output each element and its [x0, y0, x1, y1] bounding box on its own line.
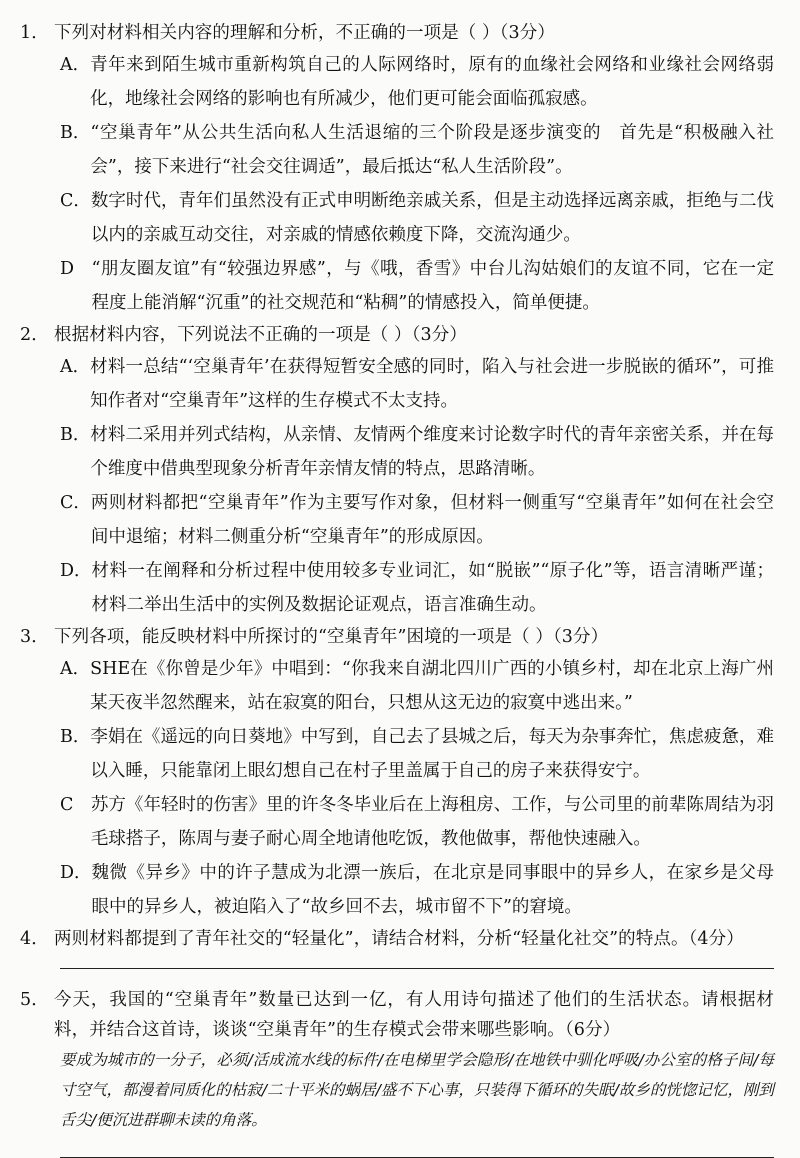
option-text: 材料一在阐释和分析过程中使用较多专业词汇，如“脱嵌”“原子化”等，语言清晰严谨；材料二举出生活中的实例及数据论证观点，语言准确生动。 [91, 561, 774, 615]
option-d [14, 856, 774, 924]
option-text: 青年来到陌生城市重新构筑自己的人际网络时，原有的血缘社会网络和业缘社会网络弱化，地缘社会网络的影响也有所减少，他们更可能会面临孤寂感。 [90, 55, 774, 109]
option-text: 材料二采用并列式结构，从亲情、友情两个维度来讨论数字时代的青年亲密关系，并在每个维度中借典型现象分析青年亲情友情的特点，思路清晰。 [90, 425, 774, 479]
question-text: 今天，我国的“空巢青年”数量已达到一亿，有人用诗句描述了他们的生活状态。请根据材料，并结合这首诗，谈谈“空巢青年”的生存模式会带来哪些影响。（6分） [54, 990, 774, 1040]
option-text: 苏方《年轻时的伤害》里的许冬冬毕业后在上海租房、工作，与公司里的前辈陈周结为羽毛球搭子，陈周与妻子耐心周全地请他吃饭，教他做事，帮他快速融入。 [90, 795, 774, 849]
option-a [14, 350, 774, 418]
poem-text: 要成为城市的一分子，必须/活成流水线的标件/在电梯里学会隐形/在地铁中驯化呼吸/办公室的格子间/每寸空气，都漫着同质化的枯寂/二十平米的蜗居/盛不下心事，只装得下循环的失眠/故乡的恍惚记忆，刚到舌尖/便沉进群聊未读的角落。 [60, 1051, 774, 1129]
option-text: 数字时代，青年们虽然没有正式申明断绝亲戚关系，但是主动选择远离亲戚，拒绝与二伐以内的亲戚互动交往，对亲戚的情感依赖度下降，交流沟通少。 [90, 191, 774, 245]
question-number: 1． [20, 23, 49, 43]
option-label: B． [60, 123, 91, 143]
question-text: 根据材料内容，下列说法不正确的一项是（ ）（3分） [54, 325, 467, 345]
option-text: 李娟在《遥远的向日葵地》中写到，自己去了县城之后，每天为杂事奔忙，焦虑疲惫，难以入睡，只能靠闭上眼幻想自己在村子里盖属于自己的房子来获得安宁。 [90, 727, 774, 781]
option-c [14, 184, 774, 252]
question-4 [14, 924, 774, 969]
question-stem [14, 622, 774, 652]
option-c [14, 788, 774, 856]
option-a [14, 652, 774, 720]
option-text: 魏微《异乡》中的许子慧成为北漂一族后，在北京是同事眼中的异乡人，在家乡是父母眼中的异乡人，被迫陷入了“故乡回不去，城市留不下”的窘境。 [91, 863, 774, 917]
question-3 [14, 622, 774, 924]
option-label: C [60, 795, 91, 815]
option-label: B． [60, 425, 91, 445]
option-text: 材料一总结“‘空巢青年’在获得短暂安全感的同时，陷入与社会进一步脱嵌的循环”，可推知作者对“空巢青年”这样的生存模式不太支持。 [90, 357, 774, 411]
option-b [14, 116, 774, 184]
option-label: A． [60, 659, 91, 679]
question-stem [14, 985, 774, 1045]
answer-line[interactable] [60, 968, 774, 969]
question-stem [14, 924, 774, 954]
question-1 [14, 18, 774, 320]
question-2 [14, 320, 774, 622]
option-b [14, 418, 774, 486]
question-number: 3． [20, 627, 49, 647]
option-label: D． [60, 561, 92, 581]
question-number: 4． [20, 929, 49, 949]
option-label: A． [60, 357, 91, 377]
question-stem [14, 320, 774, 350]
option-label: C． [60, 191, 91, 211]
option-label: C． [60, 493, 91, 513]
option-c [14, 486, 774, 554]
question-number: 2． [20, 325, 49, 345]
question-5 [14, 985, 774, 1158]
option-label: A． [60, 55, 91, 75]
option-d [14, 252, 774, 320]
option-label: B． [60, 727, 91, 747]
question-text: 下列对材料相关内容的理解和分析，不正确的一项是（ ）（3分） [54, 23, 555, 43]
option-d [14, 554, 774, 622]
option-text: “朋友圈友谊”有“较强边界感”，与《哦，香雪》中台儿沟姑娘们的友谊不同，它在一定程度上能消解“沉重”的社交规范和“粘稠”的情感投入，简单便捷。 [91, 259, 774, 313]
option-a [14, 48, 774, 116]
option-b [14, 720, 774, 788]
option-label: D [60, 259, 92, 279]
question-text: 下列各项，能反映材料中所探讨的“空巢青年”困境的一项是（ ）（3分） [54, 627, 609, 647]
question-text: 两则材料都提到了青年社交的“轻量化”，请结合材料，分析“轻量化社交”的特点。（4分） [54, 929, 744, 949]
option-label: D． [60, 863, 92, 883]
option-text: SHE在《你曾是少年》中唱到：“你我来自湖北四川广西的小镇乡村，却在北京上海广州某天夜半忽然醒来，站在寂寞的阳台，只想从这无边的寂寞中逃出来。” [90, 659, 774, 713]
question-stem [14, 18, 774, 48]
option-text: 两则材料都把“空巢青年”作为主要写作对象，但材料一侧重写“空巢青年”如何在社会空间中退缩；材料二侧重分析“空巢青年”的形成原因。 [90, 493, 774, 547]
option-text: “空巢青年”从公共生活向私人生活退缩的三个阶段是逐步演变的 首先是“积极融入社会”，接下来进行“社会交往调适”，最后抵达“私人生活阶段”。 [90, 123, 774, 177]
question-number: 5． [20, 990, 49, 1010]
